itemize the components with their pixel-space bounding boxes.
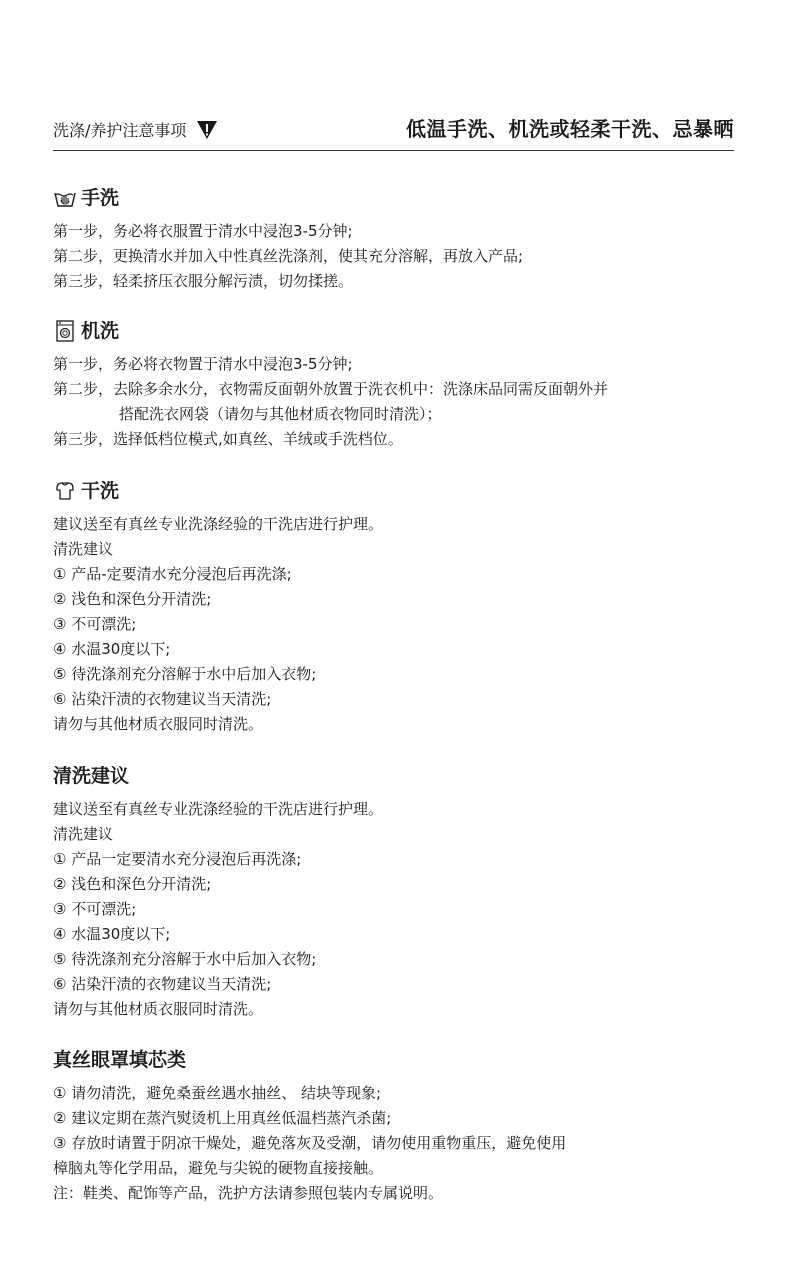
list-item: ③ 不可漂洗; [53, 615, 137, 633]
list-item: ① 产品一定要清水充分浸泡后再洗涤; [53, 850, 302, 868]
section-machine-wash [53, 317, 743, 452]
list-item: 樟脑丸等化学用品，避免与尖锐的硬物直接接触。 [53, 1159, 384, 1177]
list-item: 第三步，选择低档位模式,如真丝、羊绒或手洗档位。 [53, 430, 403, 448]
section-hand-wash [53, 184, 743, 294]
list-item: 清洗建议 [53, 540, 114, 558]
care-notes-title: 洗涤/养护注意事项 [53, 121, 187, 140]
section-title [53, 317, 743, 345]
list-item: 建议送至有真丝专业洗涤经验的干洗店进行护理。 [53, 515, 384, 533]
list-item: ⑥ 沾染汗渍的衣物建议当天清洗; [53, 690, 272, 708]
section-title-text: 真丝眼罩填芯类 [53, 1049, 187, 1071]
list-item: ② 浅色和深色分开清洗; [53, 590, 212, 608]
warning-triangle-icon [196, 120, 218, 140]
section-title [53, 477, 743, 505]
list-item: ④ 水温30度以下; [53, 640, 171, 658]
list-item: ⑤ 待洗涤剂充分溶解于水中后加入衣物; [53, 950, 317, 968]
section-title [53, 184, 743, 212]
list-item: ① 请勿清洗，避免桑蚕丝遇水抽丝、 结块等现象; [53, 1084, 382, 1102]
section-silk-eye-mask [53, 1046, 743, 1206]
washing-machine-icon [53, 320, 77, 342]
list-item: 第一步，务必将衣物置于清水中浸泡3-5分钟; [53, 355, 353, 373]
list-item: 注：鞋类、配饰等产品，洗护方法请参照包装内专属说明。 [53, 1184, 444, 1202]
list-item: ② 建议定期在蒸汽熨烫机上用真丝低温档蒸汽杀菌; [53, 1109, 392, 1127]
dry-clean-icon [53, 481, 77, 501]
list-item: 建议送至有真丝专业洗涤经验的干洗店进行护理。 [53, 800, 384, 818]
section-dry-clean [53, 477, 743, 737]
list-item: 搭配洗衣网袋（请勿与其他材质衣物同时清洗）； [119, 405, 442, 423]
list-item: 请勿与其他材质衣服同时清洗。 [53, 1000, 264, 1018]
care-summary-title: 低温手洗、机洗或轻柔干洗、忌暴晒 [406, 117, 734, 141]
list-item: 请勿与其他材质衣服同时清洗。 [53, 715, 264, 733]
list-item: ④ 水温30度以下; [53, 925, 171, 943]
list-item: ③ 存放时请置于阴凉干燥处，避免落灰及受潮，请勿使用重物重压，避免使用 [53, 1134, 567, 1152]
section-title-text: 手洗 [81, 187, 120, 209]
list-item: ⑥ 沾染汗渍的衣物建议当天清洗; [53, 975, 272, 993]
list-item: 第二步，去除多余水分，衣物需反面朝外放置于洗衣机中：洗涤床品同需反面朝外并 [53, 380, 609, 398]
section-title-text: 机洗 [81, 320, 120, 342]
list-item: 第一步，务必将衣服置于清水中浸泡3-5分钟; [53, 222, 353, 240]
list-item: ② 浅色和深色分开清洗; [53, 875, 212, 893]
header-left [53, 118, 218, 141]
list-item: ① 产品-定要清水充分浸泡后再洗涤; [53, 565, 292, 583]
section-title-text: 清洗建议 [53, 765, 130, 787]
list-item: 清洗建议 [53, 825, 114, 843]
page-header [53, 110, 734, 151]
hand-wash-icon [53, 188, 77, 208]
list-item: ③ 不可漂洗; [53, 900, 137, 918]
section-title [53, 1046, 743, 1074]
section-title [53, 762, 743, 790]
list-item: ⑤ 待洗涤剂充分溶解于水中后加入衣物; [53, 665, 317, 683]
section-cleaning-advice [53, 762, 743, 1022]
list-item: 第三步，轻柔挤压衣服分解污渍，切勿揉搓。 [53, 272, 354, 290]
list-item: 第二步，更换清水并加入中性真丝洗涤剂，使其充分溶解，再放入产品; [53, 247, 524, 265]
section-title-text: 干洗 [81, 480, 120, 502]
